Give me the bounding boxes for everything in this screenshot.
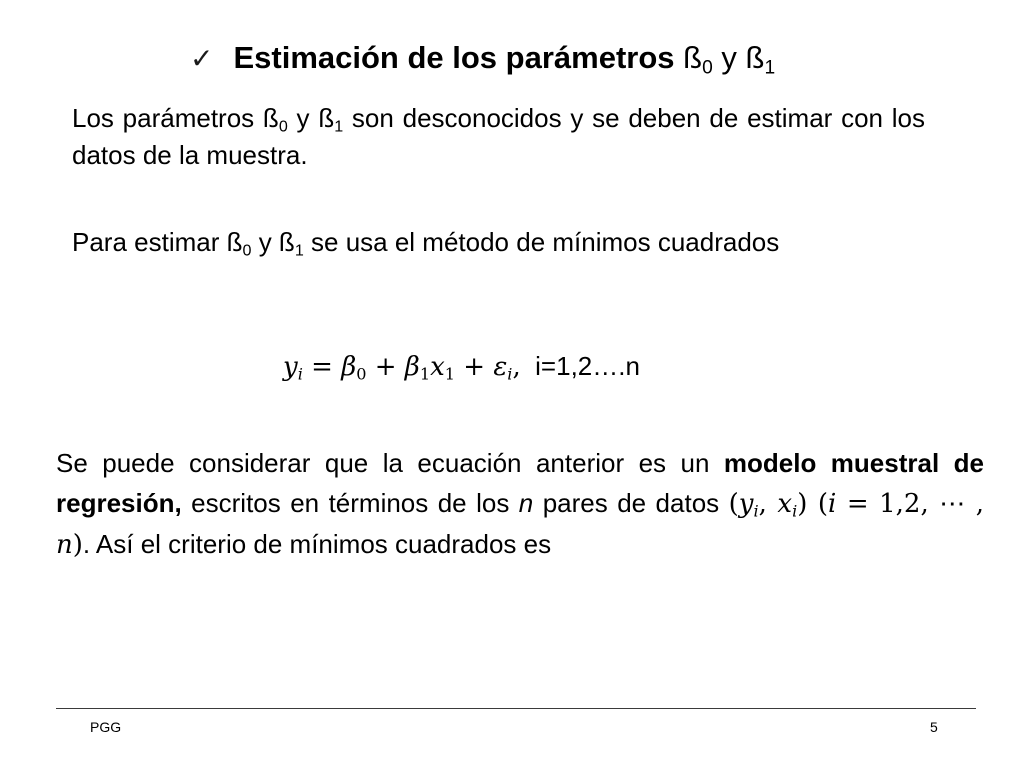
footer-author: PGG — [90, 719, 122, 735]
title-conj: y — [721, 40, 737, 75]
regression-equation: $y_i = \beta_0 + \beta_1x_1 + \varepsilon_i$, i=1,2….n — [283, 351, 640, 384]
title-text: Estimación de los parámetros — [233, 40, 675, 75]
slide-title — [190, 38, 950, 78]
footer-divider — [56, 708, 976, 709]
page-number: 5 — [930, 719, 938, 735]
equation-index-range: i=1,2….n — [535, 351, 640, 381]
checkmark-icon: ✓ — [190, 43, 214, 74]
paragraph-unknown-parameters: Los parámetros $ß_0$ y $ß_1$ son desconocidos y se deben de estimar con los datos de la muestra. — [72, 103, 925, 170]
paragraph-sample-regression-model: Se puede considerar que la ecuación anterior es un modelo muestral de regresión, escritos en términos de los n pares de datos ($y_i$, $x_i$) (i = 1,2, ⋯ , n). Así el criterio de mínimos cuadrados es — [56, 448, 984, 560]
title-beta0: $ß_0$ — [683, 40, 713, 79]
title-beta1: $ß_1$ — [745, 40, 776, 79]
paragraph-least-squares-method: Para estimar $ß_0$ y $ß_1$ se usa el método de mínimos cuadrados — [72, 227, 780, 260]
